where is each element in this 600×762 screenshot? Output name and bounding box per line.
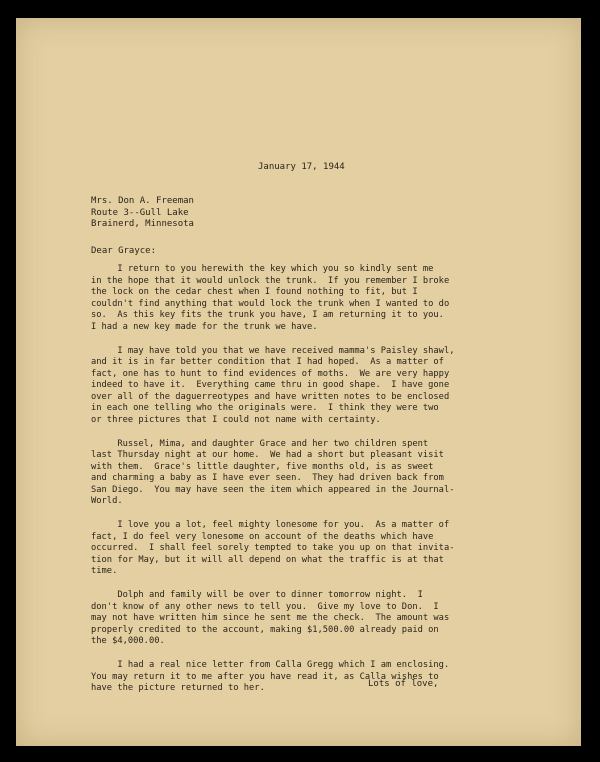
body-line: World. <box>91 496 123 506</box>
body-line: You may return it to me after you have read it, as Calla wishes to <box>91 671 439 682</box>
recipient-address <box>91 196 194 231</box>
body-line: and charming a baby as I have ever seen. They had driven back from <box>91 473 444 483</box>
paragraph <box>91 590 455 648</box>
body-line: Russel, Mima, and daughter Grace and her two children spent <box>91 438 429 449</box>
body-line: so. As this key fits the trunk you have, I am returning it to you. <box>91 310 444 320</box>
body-line: in the hope that it would unlock the trunk. If you remember I broke <box>91 275 450 286</box>
salutation: Dear Grayce: <box>91 246 157 256</box>
paragraph <box>91 346 455 427</box>
body-line: couldn't find anything that would lock the trunk when I wanted to do <box>91 298 450 309</box>
body-line: I love you a lot, feel mighty lonesome for you. As a matter of <box>91 520 450 530</box>
body-line: and it is in far better condition that I had hoped. As a matter of <box>91 357 444 367</box>
body-line: properly credited to the account, making $1,500.00 already paid on <box>91 624 439 635</box>
body-line: last Thursday night at our home. We had a short but pleasant visit <box>91 450 444 460</box>
body-line: have the picture returned to her. <box>91 683 265 693</box>
body-line: the $4,000.00. <box>91 636 165 646</box>
address-line: Mrs. Don A. Freeman <box>91 196 194 206</box>
body-line: time. <box>91 566 118 576</box>
letter-page <box>16 18 581 746</box>
body-line: San Diego. You may have seen the item which appeared in the Journal- <box>91 484 455 495</box>
body-line: in each one telling who the originals were. I think they were two <box>91 403 439 413</box>
address-line: Route 3--Gull Lake <box>91 207 189 218</box>
body-line: may not have written him since he sent me the check. The amount was <box>91 613 450 623</box>
body-line: I may have told you that we have received mamma's Paisley shawl, <box>91 345 455 356</box>
paragraph <box>91 660 455 695</box>
paragraph <box>91 439 455 508</box>
body-line: the lock on the cedar chest when I found nothing to fit, but I <box>91 287 418 297</box>
body-line: fact, I do feel very lonesome on account of the deaths which have <box>91 531 434 542</box>
body-line: don't know of any other news to tell you. Give my love to Don. I <box>91 601 439 612</box>
body-line: I return to you herewith the key which you so kindly sent me <box>91 264 434 274</box>
body-line: indeed to have it. Everything came thru in good shape. I have gone <box>91 380 450 390</box>
body-line: tion for May, but it will all depend on what the traffic is at that <box>91 554 444 565</box>
body-line: with them. Grace's little daughter, five months old, is as sweet <box>91 461 434 472</box>
body-line: fact, one has to hunt to find evidences of moths. We are very happy <box>91 368 450 379</box>
closing: Lots of love, <box>368 679 439 689</box>
paragraph <box>91 264 455 333</box>
body-line: occurred. I shall feel sorely tempted to take you up on that invita- <box>91 543 455 553</box>
letter-body <box>91 264 455 707</box>
body-line: or three pictures that I could not name with certainty. <box>91 414 381 425</box>
letter-date: January 17, 1944 <box>258 162 345 172</box>
address-line: Brainerd, Minnesota <box>91 219 194 230</box>
body-line: I had a new key made for the trunk we have. <box>91 321 318 332</box>
body-line: Dolph and family will be over to dinner tomorrow night. I <box>91 590 423 600</box>
body-line: I had a real nice letter from Calla Gregg which I am enclosing. <box>91 660 450 670</box>
paragraph <box>91 520 455 578</box>
body-line: over all of the daguerreotypes and have written notes to be enclosed <box>91 391 450 402</box>
